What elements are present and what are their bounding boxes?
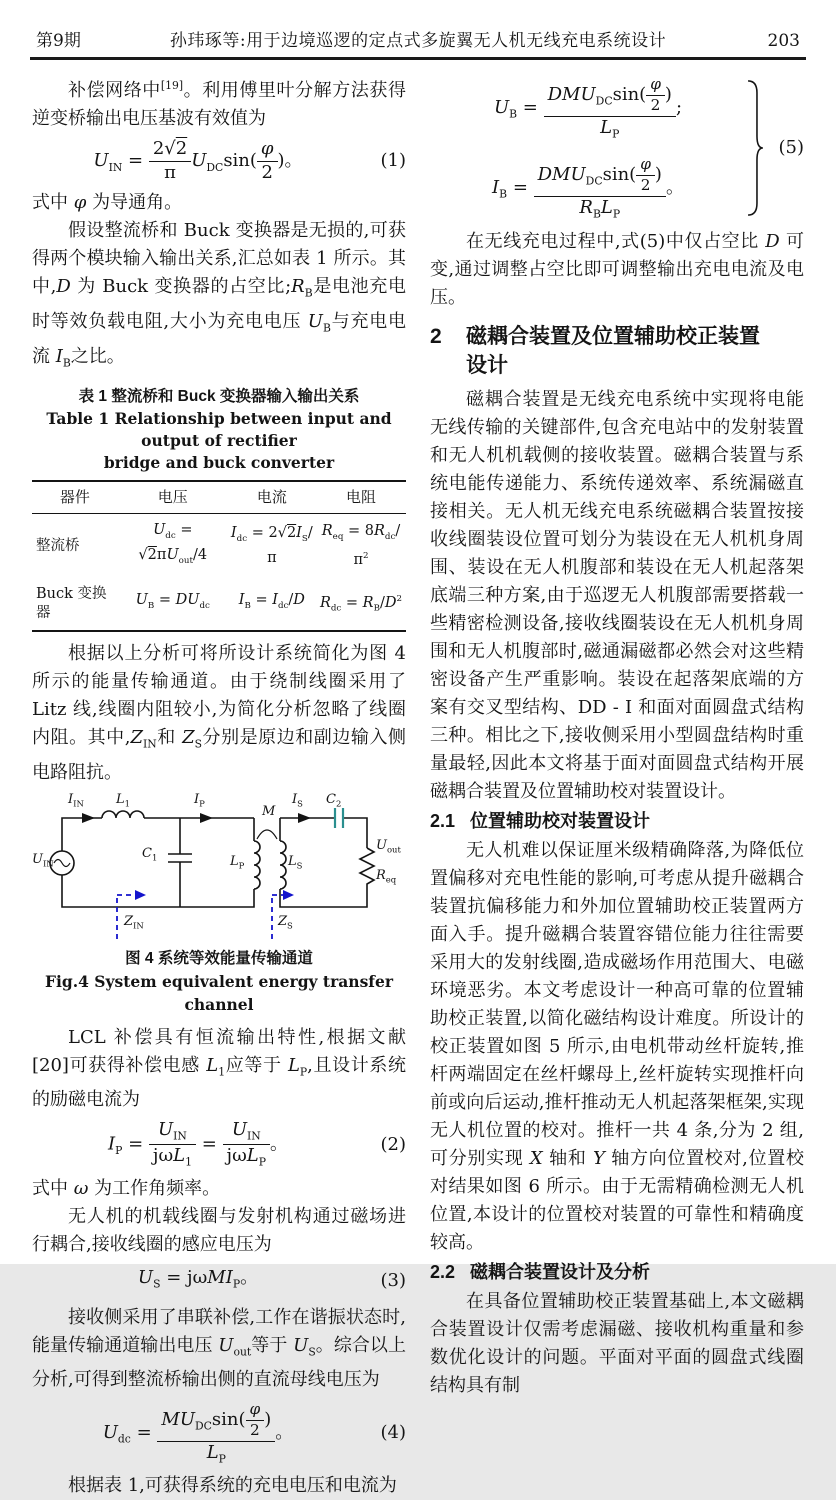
col-header-resistance: 电阻 (316, 481, 406, 514)
label-current-is: $I_S$ (292, 791, 303, 809)
table-1 (32, 480, 406, 632)
figure-4 (32, 793, 406, 1016)
paragraph: 无人机难以保证厘米级精确降落,为降低位置偏移对充电性能的影响,可考虑从提升磁耦合装置抗偏移能力和外加位置辅助校正装置两方面入手。提升磁耦合装置容错位能力往往需要采用大的发射线圈,造成磁场作用范围大、电磁环境恶劣。本文考虑设计一种高可靠的位置辅助校正装置,以简化磁结构设计难度。所设计的校正装置如图 5 所示,由电机带动丝杆旋转,推杆两端固定在丝杆螺母上,丝杆旋转实现推杆向前或向后运动,推杆推动无人机起落架框架,实现无人机位置的校对。推杆一共 4 条,分为 2 组,可分别实现 X 轴和 Y 轴方向位置校对,位置校对结果如图 6 所示。由于无需精确检测无人机位置,本设计的位置校对装置的可靠性和精确度较高。 (430, 840, 804, 1254)
label-inductor-ls: $L_S$ (288, 853, 303, 871)
cell-voltage: $U_B = DU_{dc}$ (135, 592, 210, 612)
table-caption-en-line1: Table 1 Relationship between input and output of rectifier (46, 409, 392, 451)
circuit-svg (32, 793, 407, 943)
equation-3-body: $U_S = j\omega MI_P$。 (137, 1267, 259, 1291)
right-brace (746, 79, 764, 217)
label-voltage-uout: $U_{out}$ (376, 837, 401, 855)
equation-2-body: $I_P$ = $\frac{U_{IN}}{j\omega L_1}$ = $\frac{U_{IN}}{j\omega L_P}$ 。 (107, 1119, 289, 1169)
section-title: 磁耦合装置及位置辅助校正装置 设计 (466, 325, 760, 378)
label-current-ip: $I_P$ (194, 791, 205, 809)
equation-5-number: (5) (778, 137, 804, 159)
equation-3-number: (3) (380, 1270, 406, 1292)
paragraph: 根据表 1,可获得系统的充电电压和电流为 (68, 1475, 397, 1497)
label-source-uin: $U_{IN}$ (32, 851, 54, 869)
label-current-in: $I_{IN}$ (68, 791, 84, 809)
paragraph: 根据以上分析可将所设计系统简化为图 4 所示的能量传输通道。由于绕制线圈采用了 Litz 线,线圈内阻较小,为简化分析忽略了线圈内阻。其中$,Z_{IN}$和 $Z_S$分别是原边和副边输入侧电路阻抗。 (32, 642, 406, 783)
cell-voltage: $U_{dc} = √2\pi U_{out}/4$ (138, 522, 208, 566)
circuit-diagram (32, 793, 407, 943)
subsection-title: 磁耦合装置设计及分析 (470, 1262, 651, 1283)
equation-1 (32, 138, 406, 184)
cell-device: 整流桥 (36, 537, 80, 554)
col-header-current: 电流 (228, 481, 316, 514)
page-header (36, 26, 800, 51)
equation-4-body: $U_{dc}$ = $MU_{DC}\sin$( $\frac{\varphi}{2}$ ) $L_P$ 。 (102, 1400, 294, 1467)
equation-4 (32, 1399, 406, 1467)
label-impedance-zin: $Z_{IN}$ (124, 913, 144, 931)
paragraph: 磁耦合装置是无线充电系统中实现将电能无线传输的关键部件,包含充电站中的发射装置和无人机机载侧的接收装置。磁耦合装置与系统电能传递能力、系统传递效率、系统漏磁直接相关。无人机无线充电系统磁耦合装置按接收线圈装设位置可划分为装设在无人机机身周围、装设在无人机腹部和装设在无人机起落架底端三种方案,由于巡逻无人机腹部需要搭载一些精密检测设备,接收线圈装设在无人机机身周围和无人机腹部时,磁通漏磁都必然会对这些精密设备产生严重影响。装设在起落架底端的方案有交叉型结构、DD - I 和面对面圆盘式结构三种。相比之下,接收侧采用小型圆盘结构时重量最轻,因此本文将基于面对面圆盘式结构开展磁耦合装置及位置辅助校对装置设计。 (430, 389, 804, 803)
section-2-heading (430, 322, 804, 380)
equation-5-line1: $U_B$ = $DMU_{DC}\sin$( $\frac{\varphi}{2}$ ) $L_P$ ; (493, 75, 683, 141)
paragraph: LCL 补偿具有恒流输出特性,根据文献[20]可获得补偿电感 $L_1$应等于 $L_P$,且设计系统的励磁电流为 (32, 1026, 406, 1111)
equation-5-line2: $I_B$ = $DMU_{DC}\sin$( $\frac{\varphi}{2}$ ) $R_BL_P$ 。 (492, 155, 684, 221)
table-row (32, 514, 406, 578)
right-column (430, 72, 804, 1400)
label-mutual-inductance: M (262, 803, 276, 819)
cell-current: $I_B = I_{dc}/D$ (238, 592, 305, 612)
paragraph: 式中 φ 为导通角。 (32, 192, 183, 214)
equation-4-number: (4) (380, 1422, 406, 1444)
header-rule (30, 57, 806, 60)
cell-resistance: $R_{eq} = 8R_{dc}/\pi^2$ (321, 523, 401, 568)
page-number: 203 (767, 31, 800, 51)
label-capacitor-c1: $C_1$ (142, 845, 158, 863)
table-header-row (32, 481, 406, 514)
equation-3 (32, 1264, 406, 1299)
equation-2 (32, 1119, 406, 1170)
paragraph: 假设整流桥和 Buck 变换器是无损的,可获得两个模块输入输出关系,汇总如表 1 所示。其中,D 为 Buck 变换器的占空比$;R_B$是电池充电时等效负载电阻,大小为充电电压 $U_B$与充电电流 $I_B$之比。 (32, 220, 406, 370)
cell-current: $I_{dc} = 2√2I_S/\pi$ (230, 525, 313, 566)
subsection-number: 2.2 (430, 1262, 456, 1283)
section-number: 2 (430, 325, 442, 349)
paragraph: 无人机的机载线圈与发射机构通过磁场进行耦合,接收线圈的感应电压为 (32, 1206, 406, 1256)
journal-issue: 第9期 (36, 31, 81, 51)
paragraph: 接收侧采用了串联补偿,工作在谐振状态时,能量传输通道输出电压 $U_{out}$等于 $U_S$。综合以上分析,可得到整流桥输出侧的直流母线电压为 (32, 1306, 406, 1391)
table-caption-en-line2: bridge and buck converter (103, 453, 335, 473)
paragraph: 式中 ω 为工作角频率。 (32, 1178, 221, 1200)
equation-2-number: (2) (380, 1133, 406, 1155)
paragraph: 在具备位置辅助校正装置基础上,本文磁耦合装置设计仅需考虑漏磁、接收机构重量和参数优化设计的问题。平面对平面的圆盘式线圈结构具有制 (430, 1291, 804, 1397)
subsection-title: 位置辅助校对装置设计 (470, 811, 651, 832)
equation-1-number: (1) (380, 150, 406, 172)
label-impedance-zs: $Z_S$ (278, 913, 293, 931)
col-header-voltage: 电压 (118, 481, 228, 514)
label-capacitor-c2: $C_2$ (326, 791, 342, 809)
paragraph: 补偿网络中[19]。利用傅里叶分解方法获得逆变桥输出电压基波有效值为 (32, 79, 406, 129)
label-resistor-req: $R_{eq}$ (376, 867, 397, 885)
paragraph: 在无线充电过程中,式(5)中仅占空比 D 可变,通过调整占空比即可调整输出充电电流及电压。 (430, 231, 804, 309)
equation-5-body (430, 74, 746, 222)
label-inductor-l1: $L_1$ (116, 791, 131, 809)
table-caption-zh: 表 1 整流桥和 Buck 变换器输入输出关系 (78, 388, 360, 406)
equation-5 (430, 74, 804, 222)
cell-resistance: $R_{dc} = R_B/D^2$ (319, 593, 403, 614)
cell-device: Buck 变换器 (36, 585, 107, 621)
table-row (32, 578, 406, 631)
section-2-1-heading (430, 808, 804, 835)
left-column (32, 72, 406, 1500)
figure-caption-en: Fig.4 System equivalent energy transfer channel (45, 971, 393, 1014)
running-title: 孙玮琢等:用于边境巡逻的定点式多旋翼无人机无线充电系统设计 (169, 31, 667, 51)
subsection-number: 2.1 (430, 811, 456, 832)
label-inductor-lp: $L_P$ (230, 853, 245, 871)
equation-1-body: $U_{IN}$ = $\frac{2√2}{\pi}$ $U_{DC}\sin$( $\frac{\varphi}{2}$ )。 (93, 138, 303, 183)
col-header-device: 器件 (32, 481, 118, 514)
figure-caption-zh: 图 4 系统等效能量传输通道 (125, 949, 313, 967)
section-2-2-heading (430, 1259, 804, 1286)
